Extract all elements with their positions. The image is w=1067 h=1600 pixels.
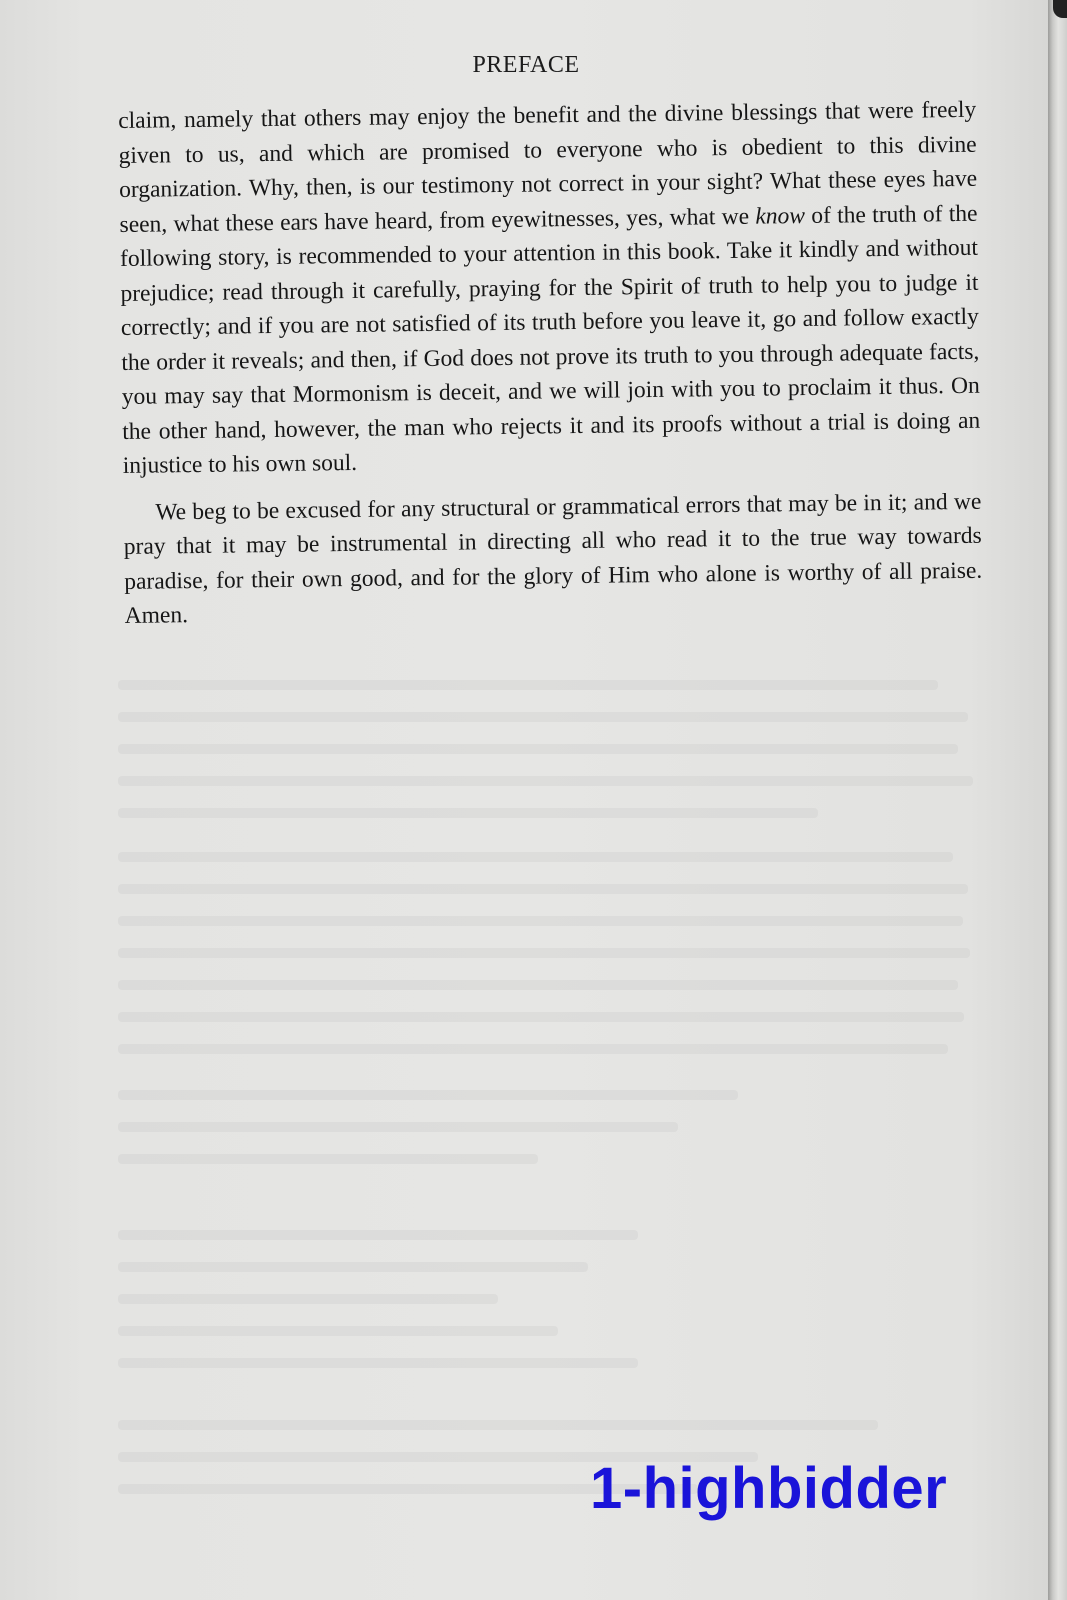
paragraph-2: We beg to be excused for any structural or grammatical errors that may be in it; and we pray that it may be instrumental in directing all who read it to the true way towards paradise, for their own good, and for the glory of Him who alone is worthy of all praise. Amen. xyxy=(123,488,983,629)
body-text xyxy=(118,93,983,646)
paragraph-1-start: claim, namely that others may enjoy the benefit and the divine blessings that were freely given to us, and which are promised to everyone who is obedient to this divine organization. Why, then, is our testimony not correct in your sight? What these eyes have seen, what these ears have heard, from eyewitnesses, yes, what we xyxy=(118,96,978,238)
paragraph-1 xyxy=(118,93,981,484)
running-head: PREFACE xyxy=(472,52,580,78)
paragraph-1-end: of the truth of the following story, is recommended to your attention in this book. Take it kindly and without prejudice; read through it carefully, praying for the Spirit of truth to help you to judge it correctly; and if you are not satisfied of its truth before you leave it, go and follow exactly the order it reveals; and then, if God does not prove its truth to you through adequate facts, you may say that Mormonism is deceit, and we will join with you to proclaim it thus. On the other hand, however, the man who rejects it and its proofs without a trial is doing an injustice to his own soul. xyxy=(119,200,981,479)
page-edge xyxy=(1048,0,1067,1600)
emphasis-word: know xyxy=(755,202,806,230)
seller-watermark: 1-highbidder xyxy=(590,1456,948,1521)
